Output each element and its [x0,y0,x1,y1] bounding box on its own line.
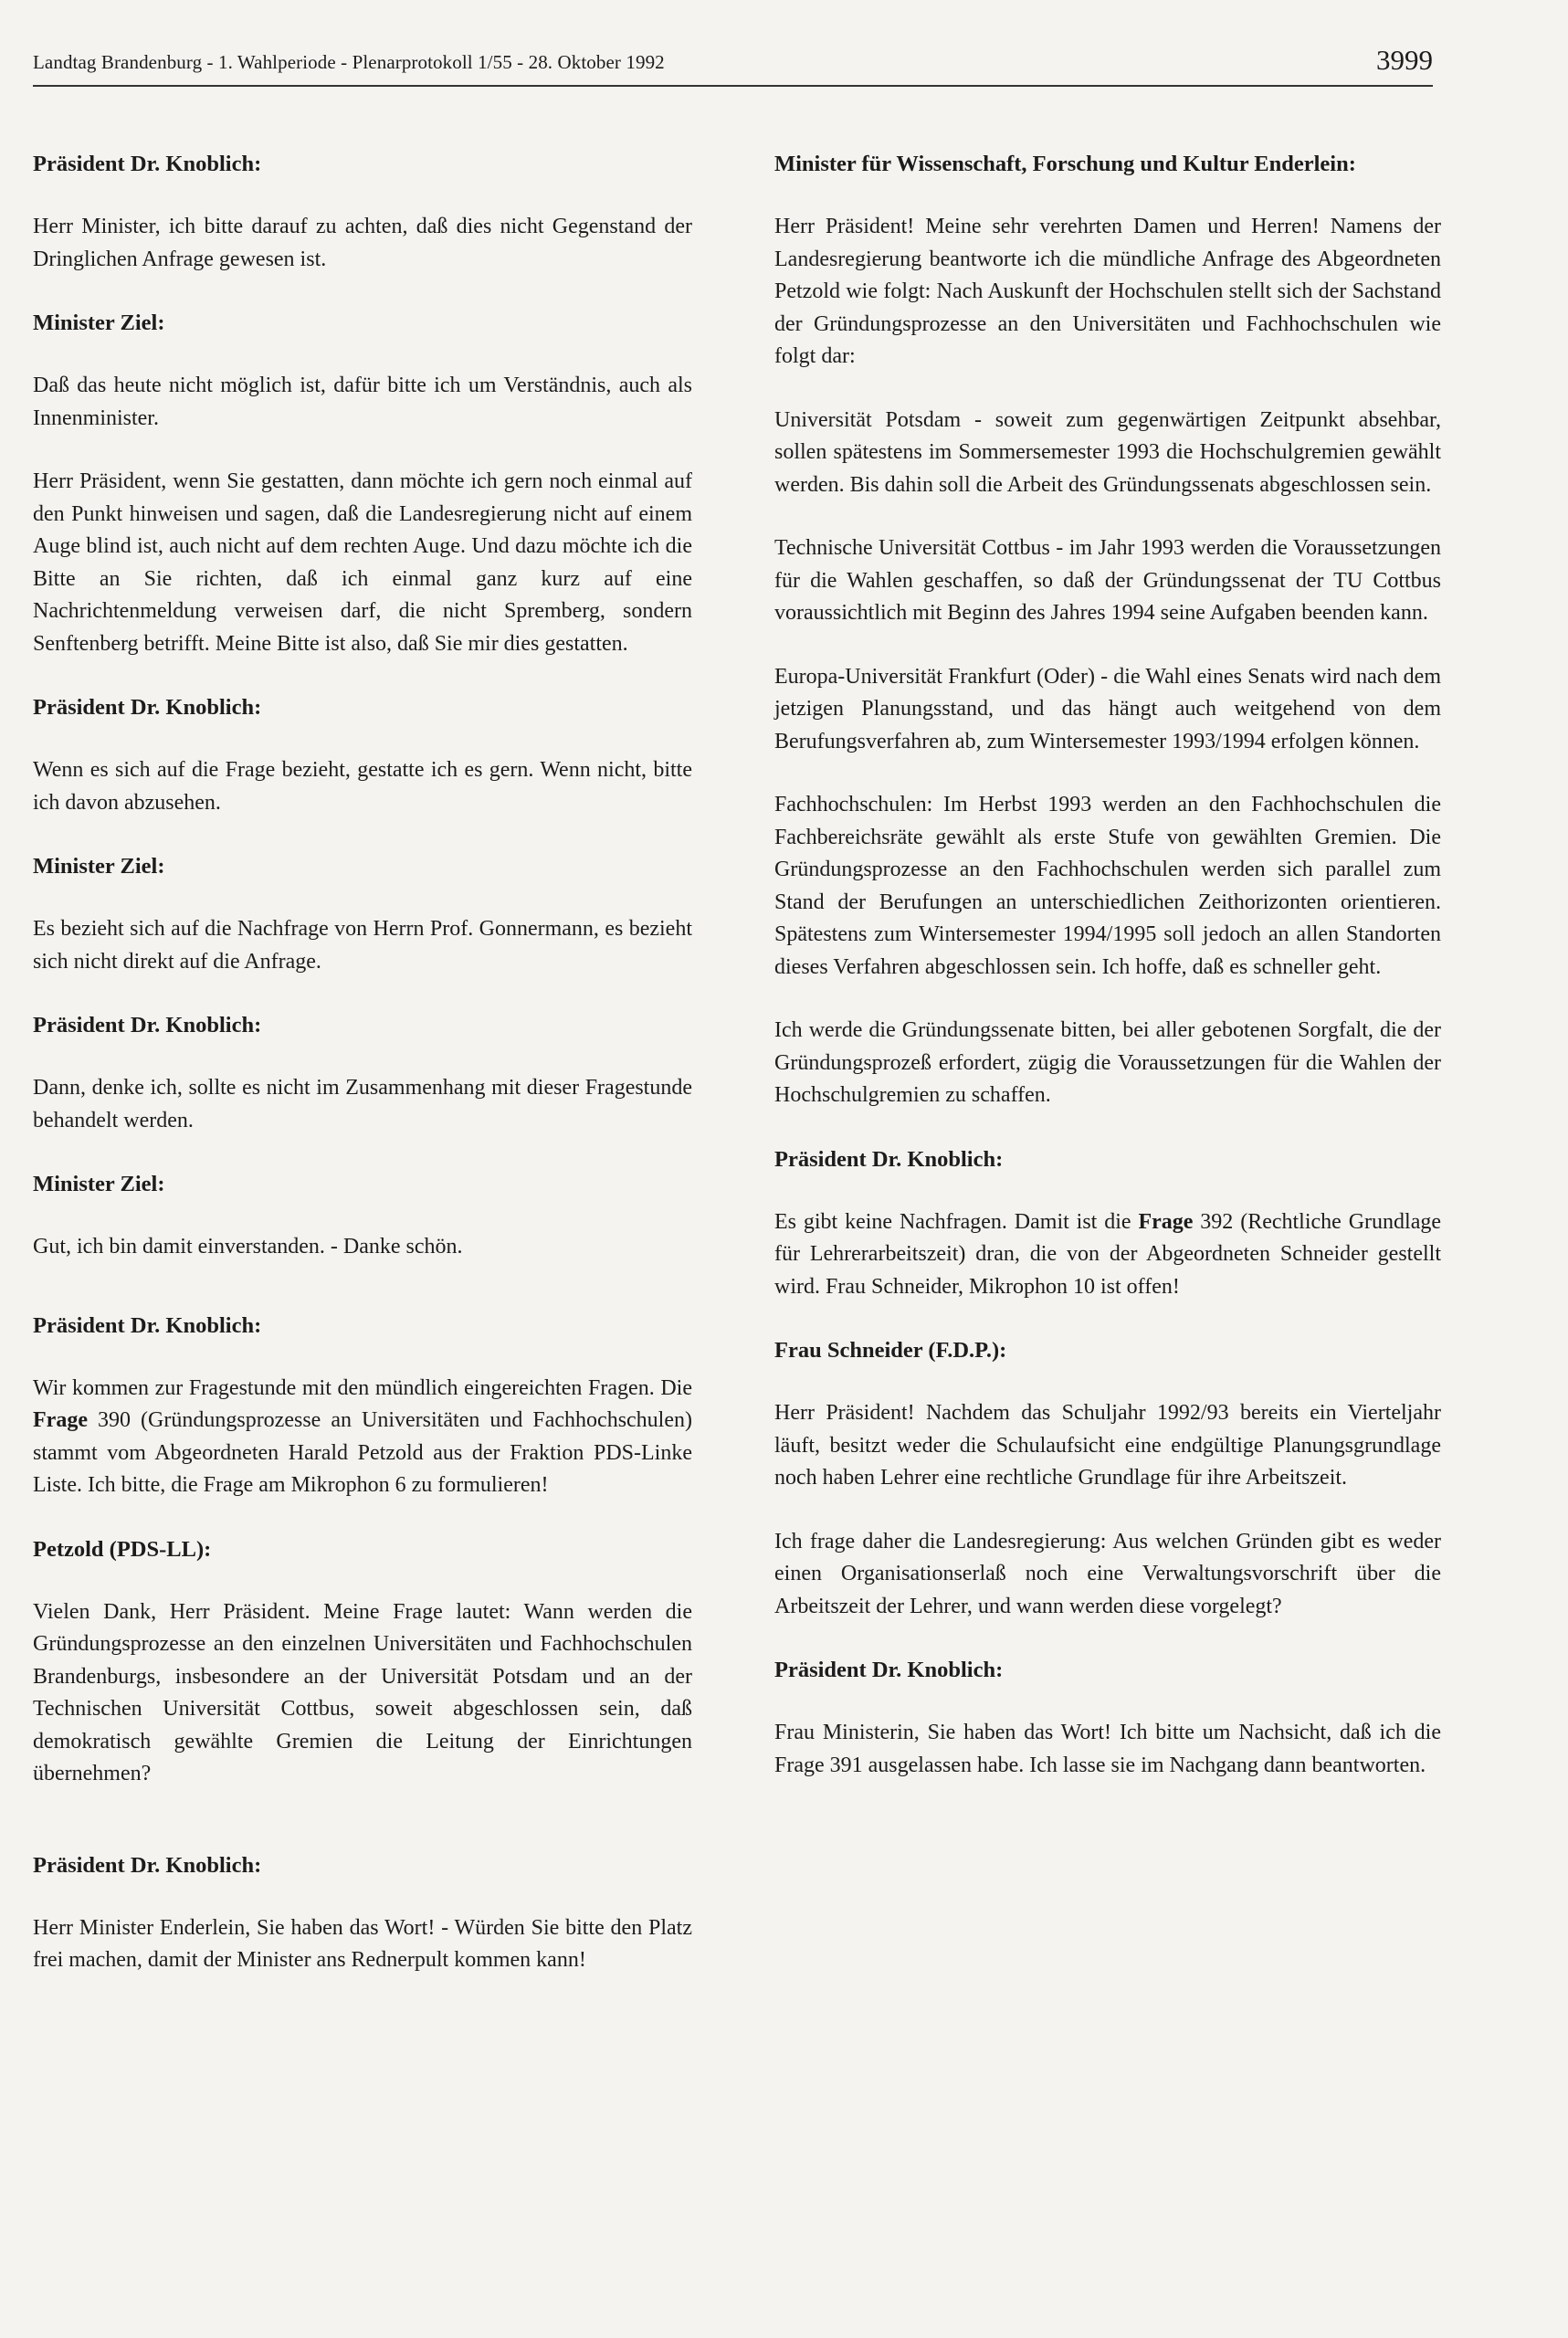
speaker-heading: Minister Ziel: [33,854,165,879]
header-title: Landtag Brandenburg - 1. Wahlperiode - Plenarprotokoll 1/55 - 28. Oktober 1992 [33,51,665,73]
speech-paragraph: Daß das heute nicht möglich ist, dafür bitte ich um Verständnis, auch als Innenminister. [33,374,692,430]
question-reference: Frage [33,1408,88,1432]
speech-paragraph: Herr Präsident, wenn Sie gestatten, dann möchte ich gern noch einmal auf den Punkt hinweisen und sagen, daß die Landesregierung nicht auf einem Auge blind ist, auch nicht auf dem rechten Auge. Und dazu möchte ich die Bitte an Sie richten, daß ich einmal ganz kurz auf eine Nachrichtenmeldung verweisen darf, die nicht Spremberg, sondern Senftenberg betrifft. Meine Bitte ist also, daß Sie mir dies gestatten. [33,469,692,656]
speaker-heading: Minister Ziel: [33,311,165,335]
speech-paragraph: Ich werde die Gründungssenate bitten, bei aller gebotenen Sorgfalt, die der Gründungsprozeß erfordert, zügig die Voraussetzungen für die Wahlen der Hochschulgremien zu schaffen. [774,1018,1441,1107]
speaker-heading: Präsident Dr. Knoblich: [33,1312,262,1338]
speech-paragraph: Fachhochschulen: Im Herbst 1993 werden an den Fachhochschulen die Fachbereichsräte gewählt als erste Stufe von gewählten Gremien. Die Gründungsprozesse an den Fachhochschulen werden sich parallel zum Stand der Berufungen an unterschiedlichen Zeithorizonten orientieren. Spätestens zum Wintersemester 1994/1995 soll jedoch an allen Standorten dieses Verfahren abgeschlossen sein. Ich hoffe, daß es schneller geht. [774,793,1441,979]
speech-paragraph: Universität Potsdam - soweit zum gegenwärtigen Zeitpunkt absehbar, sollen spätestens im Sommersemester 1993 die Hochschulgremien gewählt werden. Bis dahin soll die Arbeit des Gründungssenats abgeschlossen sein. [774,407,1441,497]
speech-paragraph: Herr Minister Enderlein, Sie haben das Wort! - Würden Sie bitte den Platz frei machen, damit der Minister ans Rednerpult kommen kann! [33,1915,692,1972]
speech-paragraph: Dann, denke ich, sollte es nicht im Zusammenhang mit dieser Fragestunde behandelt werden. [33,1076,692,1132]
speech-paragraph: Herr Präsident! Meine sehr verehrten Damen und Herren! Namens der Landesregierung beantworte ich die mündliche Anfrage des Abgeordneten Petzold wie folgt: Nach Auskunft der Hochschulen stellt sich der Sachstand der Gründungsprozesse an den Universitäten und Fachhochschulen wie folgt dar: [774,215,1441,368]
speech-paragraph: Gut, ich bin damit einverstanden. - Danke schön. [33,1235,463,1259]
speaker-heading: Präsident Dr. Knoblich: [774,1658,1004,1682]
speech-paragraph: Es gibt keine Nachfragen. Damit ist die Frage 392 (Rechtliche Grundlage für Lehrerarbeitszeit) dran, die von der Abgeordneten Schneider gestellt wird. Frau Schneider, Mikrophon 10 ist offen! [774,1209,1441,1299]
left-column [33,148,692,1977]
speech-paragraph: Herr Minister, ich bitte darauf zu achten, daß dies nicht Gegenstand der Dringlichen Anfrage gewesen ist. [33,215,692,271]
speaker-heading: Frau Schneider (F.D.P.): [774,1338,1007,1363]
speaker-heading: Präsident Dr. Knoblich: [33,1852,262,1878]
speaker-heading: Präsident Dr. Knoblich: [33,695,262,720]
speech-paragraph: Europa-Universität Frankfurt (Oder) - die Wahl eines Senats wird nach dem jetzigen Planungsstand, und das hängt auch weitgehend von dem Berufungsverfahren ab, zum Wintersemester 1993/1994 erfolgen können. [774,664,1441,753]
speech-paragraph: Herr Präsident! Nachdem das Schuljahr 1992/93 bereits ein Vierteljahr läuft, besitzt weder die Schulaufsicht eine endgültige Planungsgrundlage noch haben Lehrer eine rechtliche Grundlage für ihre Arbeitszeit. [774,1401,1441,1490]
speaker-heading: Präsident Dr. Knoblich: [33,1013,262,1037]
speaker-heading: Präsident Dr. Knoblich: [33,152,262,176]
speech-paragraph: Wenn es sich auf die Frage bezieht, gestatte ich es gern. Wenn nicht, bitte ich davon abzusehen. [33,758,692,815]
page-number: 3999 [1376,44,1433,76]
speech-paragraph: Ich frage daher die Landesregierung: Aus welchen Gründen gibt es weder einen Organisationserlaß noch eine Verwaltungsvorschrift über die Arbeitszeit der Lehrer, und wann werden diese vorgelegt? [774,1529,1441,1618]
speech-paragraph: Technische Universität Cottbus - im Jahr 1993 werden die Voraussetzungen für die Wahlen geschaffen, so daß der Gründungssenat der TU Cottbus voraussichtlich mit Beginn des Jahres 1994 seine Aufgaben beenden kann. [774,536,1441,625]
question-reference: Frage [1138,1209,1194,1234]
speech-paragraph: Es bezieht sich auf die Nachfrage von Herrn Prof. Gonnermann, es bezieht sich nicht direkt auf die Anfrage. [33,917,692,974]
speaker-heading: Minister für Wissenschaft, Forschung und Kultur Enderlein: [774,152,1356,176]
speaker-heading: Präsident Dr. Knoblich: [774,1146,1004,1172]
right-column [774,148,1441,1782]
speech-paragraph: Vielen Dank, Herr Präsident. Meine Frage lautet: Wann werden die Gründungsprozesse an den einzelnen Universitäten und Fachhochschulen Brandenburgs, insbesondere an der Universität Potsdam und an der Technischen Universität Cottbus, soweit abgeschlossen sein, daß demokratisch gewählte Gremien die Leitung der Einrichtungen übernehmen? [33,1599,692,1785]
speaker-heading: Minister Ziel: [33,1172,165,1196]
speech-paragraph: Frau Ministerin, Sie haben das Wort! Ich bitte um Nachsicht, daß ich die Frage 391 ausgelassen habe. Ich lasse sie im Nachgang dann beantworten. [774,1721,1441,1777]
running-header [33,46,1433,87]
speaker-heading: Petzold (PDS-LL): [33,1536,212,1562]
speech-paragraph: Wir kommen zur Fragestunde mit den mündlich eingereichten Fragen. Die Frage 390 (Gründungsprozesse an Universitäten und Fachhochschulen) stammt vom Abgeordneten Harald Petzold aus der Fraktion PDS-Linke Liste. Ich bitte, die Frage am Mikrophon 6 zu formulieren! [33,1375,692,1497]
